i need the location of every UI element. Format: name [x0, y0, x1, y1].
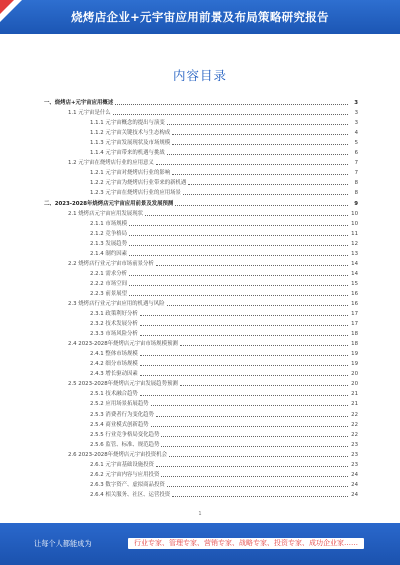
toc-entry[interactable]: [44, 347, 358, 357]
toc-entry-page: 7: [354, 160, 358, 167]
toc-entry[interactable]: [44, 307, 358, 317]
page-number: 1: [198, 511, 202, 517]
toc-leader-dots: [129, 245, 348, 246]
toc-leader-dots: [172, 134, 348, 135]
toc-entry[interactable]: [44, 448, 358, 458]
toc-entry-title: 2.1.3 发展趋势: [90, 240, 127, 247]
toc-entry-title: 2.5.4 商业模式创新趋势: [90, 421, 149, 428]
toc-leader-dots: [172, 496, 348, 497]
toc-entry[interactable]: [44, 126, 358, 136]
table-of-contents: [44, 96, 358, 498]
toc-entry-page: 22: [351, 411, 358, 418]
toc-entry[interactable]: [44, 297, 358, 307]
toc-entry[interactable]: [44, 438, 358, 448]
toc-entry-page: 15: [351, 280, 358, 287]
toc-entry[interactable]: [44, 428, 358, 438]
toc-entry[interactable]: [44, 478, 358, 488]
toc-entry[interactable]: [44, 237, 358, 247]
toc-entry[interactable]: [44, 176, 358, 186]
toc-leader-dots: [167, 486, 348, 487]
toc-entry[interactable]: [44, 458, 358, 468]
toc-leader-dots: [129, 235, 348, 236]
footer-slogan: 让每个人都能成为: [34, 539, 92, 548]
toc-leader-dots: [156, 466, 348, 467]
toc-entry[interactable]: [44, 96, 358, 106]
toc-entry[interactable]: [44, 407, 358, 417]
toc-leader-dots: [129, 275, 348, 276]
toc-entry-title: 1.2.2 元宇宙为烧烤店行业带来的新机遇: [90, 180, 187, 187]
toc-entry-page: 14: [351, 260, 358, 267]
toc-leader-dots: [180, 385, 348, 386]
toc-entry-title: 2.4.2 细分市场规模: [90, 361, 138, 368]
toc-entry-page: 18: [351, 341, 358, 348]
toc-entry[interactable]: [44, 418, 358, 428]
toc-entry-title: 1.1.4 元宇宙带来的机遇与挑战: [90, 150, 165, 157]
header-banner: [0, 0, 400, 34]
toc-entry[interactable]: [44, 367, 358, 377]
toc-leader-dots: [161, 476, 348, 477]
toc-entry[interactable]: [44, 166, 358, 176]
toc-entry-page: 20: [351, 381, 358, 388]
toc-leader-dots: [156, 416, 348, 417]
toc-entry[interactable]: [44, 146, 358, 156]
toc-entry-title: 1.1.2 元宇宙关键技术与生态构成: [90, 130, 171, 137]
toc-entry-title: 2.6.2 元宇宙内容与应用投资: [90, 471, 160, 478]
toc-entry[interactable]: [44, 277, 358, 287]
toc-entry-page: 8: [354, 180, 358, 187]
toc-entry-page: 10: [351, 220, 358, 227]
toc-entry-page: 5: [354, 140, 358, 147]
toc-leader-dots: [113, 114, 348, 115]
toc-entry[interactable]: [44, 397, 358, 407]
toc-entry-page: 14: [351, 270, 358, 277]
toc-entry-title: 2.4 2023-2028年烧烤店元宇宙市场规模预测: [68, 341, 178, 348]
toc-entry[interactable]: [44, 317, 358, 327]
toc-leader-dots: [151, 405, 348, 406]
toc-entry-page: 23: [351, 441, 358, 448]
toc-entry-page: 20: [351, 371, 358, 378]
toc-entry[interactable]: [44, 488, 358, 498]
toc-entry-page: 11: [351, 230, 358, 237]
toc-leader-dots: [167, 154, 348, 155]
toc-entry-page: 12: [351, 240, 358, 247]
toc-entry-title: 2.2.2 市场空间: [90, 280, 127, 287]
toc-entry-title: 2.5 2023-2028年烧烤店元宇宙发展趋势预测: [68, 381, 178, 388]
toc-entry-page: 3: [354, 110, 358, 117]
toc-leader-dots: [115, 104, 348, 105]
toc-leader-dots: [180, 345, 348, 346]
toc-entry-page: 19: [351, 351, 358, 358]
toc-leader-dots: [156, 164, 348, 165]
toc-entry-page: 21: [351, 391, 358, 398]
toc-entry-page: 10: [351, 210, 358, 217]
toc-entry-page: 16: [351, 300, 358, 307]
toc-entry-title: 一、烧烤店+元宇宙应用概述: [44, 100, 114, 107]
toc-entry-page: 6: [354, 150, 358, 157]
toc-heading: 内容目录: [172, 68, 227, 83]
toc-entry[interactable]: [44, 217, 358, 227]
toc-entry-title: 2.6.4 相关服务、社区、运营投资: [90, 491, 171, 498]
toc-entry-page: 24: [351, 481, 358, 488]
toc-entry-title: 2.6.1 元宇宙基础设施投资: [90, 461, 154, 468]
toc-leader-dots: [167, 124, 348, 125]
toc-entry-page: 23: [351, 461, 358, 468]
toc-entry-title: 2.2.1 需求分析: [90, 270, 127, 277]
toc-entry[interactable]: [44, 247, 358, 257]
toc-entry-page: 8: [354, 190, 358, 197]
toc-leader-dots: [129, 225, 348, 226]
toc-entry-title: 2.4.3 增长驱动因素: [90, 371, 138, 378]
toc-entry-title: 2.5.3 消费者行为变化趋势: [90, 411, 154, 418]
toc-entry[interactable]: [44, 468, 358, 478]
toc-entry[interactable]: [44, 257, 358, 267]
toc-entry-title: 2.3.1 政策利好分析: [90, 311, 138, 318]
toc-leader-dots: [151, 426, 348, 427]
toc-entry-title: 1.1 元宇宙是什么: [68, 110, 111, 117]
toc-leader-dots: [129, 285, 348, 286]
toc-leader-dots: [169, 456, 348, 457]
toc-entry[interactable]: [44, 116, 358, 126]
toc-leader-dots: [167, 305, 348, 306]
toc-entry-title: 1.2.1 元宇宙对烧烤店行业的影响: [90, 170, 171, 177]
toc-entry-page: 4: [354, 130, 358, 137]
toc-entry-title: 2.3 烧烤店行业元宇宙应用的机遇与风险: [68, 300, 165, 307]
toc-entry-page: 22: [351, 421, 358, 428]
footer-highlight: 行业专家、管理专家、营销专家、战略专家、投资专家、成功企业家……: [128, 538, 364, 549]
toc-entry-page: 3: [354, 120, 358, 127]
toc-entry-title: 2.3.2 技术发展分析: [90, 321, 138, 328]
toc-entry-page: 13: [351, 250, 358, 257]
toc-entry-title: 2.5.2 应用场景拓展趋势: [90, 401, 149, 408]
toc-entry-title: 2.1.2 竞争格局: [90, 230, 127, 237]
toc-entry-title: 2.2.3 前景展望: [90, 290, 127, 297]
toc-leader-dots: [140, 375, 348, 376]
toc-entry-title: 1.1.3 元宇宙发展现状及市场规模: [90, 140, 171, 147]
toc-entry[interactable]: [44, 156, 358, 166]
toc-entry-page: 23: [351, 451, 358, 458]
toc-leader-dots: [172, 144, 348, 145]
toc-entry-title: 2.3.3 市场风险分析: [90, 331, 138, 338]
toc-leader-dots: [140, 335, 348, 336]
toc-leader-dots: [129, 295, 348, 296]
toc-leader-dots: [129, 255, 348, 256]
toc-leader-dots: [140, 325, 348, 326]
toc-entry-title: 2.1.1 市场规模: [90, 220, 127, 227]
toc-entry-title: 1.1.1 元宇宙概念的提出与演变: [90, 120, 165, 127]
toc-entry[interactable]: [44, 377, 358, 387]
toc-entry-page: 7: [354, 170, 358, 177]
toc-entry[interactable]: [44, 387, 358, 397]
footer-banner: [0, 523, 400, 565]
toc-entry-page: 17: [351, 321, 358, 328]
toc-leader-dots: [140, 315, 348, 316]
toc-leader-dots: [161, 446, 348, 447]
toc-entry[interactable]: [44, 327, 358, 337]
toc-entry[interactable]: [44, 207, 358, 217]
toc-entry-title: 1.2 元宇宙在烧烤店行业的应用意义: [68, 160, 154, 167]
toc-entry-title: 2.5.5 行业竞争格局变化趋势: [90, 431, 160, 438]
toc-entry[interactable]: [44, 227, 358, 237]
toc-leader-dots: [145, 215, 348, 216]
toc-leader-dots: [161, 436, 348, 437]
toc-entry-title: 二、2023-2028年烧烤店元宇宙应用前景及发展预测: [44, 200, 174, 207]
toc-leader-dots: [140, 395, 348, 396]
toc-entry-page: 21: [351, 401, 358, 408]
toc-entry[interactable]: [44, 357, 358, 367]
report-title: 烧烤店企业+元宇宙应用前景及布局策略研究报告: [71, 10, 329, 24]
toc-entry-title: 2.6.3 数字资产、虚拟商品投资: [90, 481, 165, 488]
toc-entry[interactable]: [44, 337, 358, 347]
toc-entry-title: 2.5.1 技术融合趋势: [90, 391, 138, 398]
toc-leader-dots: [175, 205, 348, 206]
toc-leader-dots: [183, 194, 348, 195]
toc-entry[interactable]: [44, 136, 358, 146]
toc-entry-title: 1.2.3 元宇宙在烧烤店行业的应用场景: [90, 190, 181, 197]
toc-leader-dots: [156, 265, 348, 266]
toc-entry-page: 16: [351, 290, 358, 297]
toc-entry-title: 2.2 烧烤店行业元宇宙市场前景分析: [68, 260, 154, 267]
toc-leader-dots: [140, 355, 348, 356]
toc-entry-page: 18: [351, 331, 358, 338]
toc-entry[interactable]: [44, 186, 358, 196]
toc-entry-title: 2.6 2023-2028年烧烤店元宇宙投资机会: [68, 451, 167, 458]
toc-entry-page: 19: [351, 361, 358, 368]
toc-entry-page: 3: [354, 100, 358, 107]
toc-leader-dots: [140, 365, 348, 366]
toc-entry-title: 2.5.6 监管、标准、规范趋势: [90, 441, 160, 448]
toc-entry-page: 24: [351, 491, 358, 498]
toc-entry-page: 24: [351, 471, 358, 478]
toc-entry-title: 2.1 烧烤店元宇宙应用发展现状: [68, 210, 143, 217]
toc-entry-page: 9: [354, 200, 358, 207]
toc-entry[interactable]: [44, 287, 358, 297]
toc-entry[interactable]: [44, 196, 358, 206]
toc-leader-dots: [188, 184, 348, 185]
toc-entry-page: 17: [351, 311, 358, 318]
toc-entry[interactable]: [44, 267, 358, 277]
toc-leader-dots: [172, 174, 348, 175]
toc-entry-page: 22: [351, 431, 358, 438]
toc-entry[interactable]: [44, 106, 358, 116]
toc-entry-title: 2.4.1 整体市场规模: [90, 351, 138, 358]
toc-entry-title: 2.1.4 制约因素: [90, 250, 127, 257]
